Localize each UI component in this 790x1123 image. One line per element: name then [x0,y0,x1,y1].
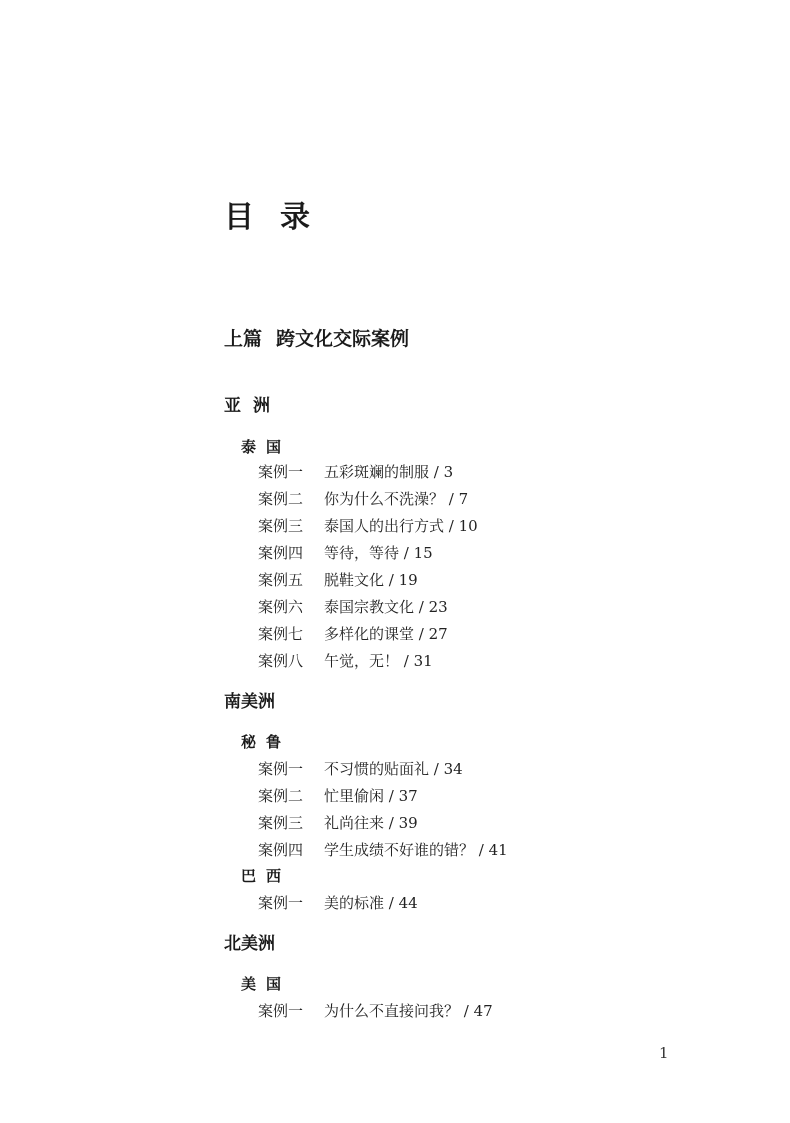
case-label: 案例八 [258,652,304,670]
toc-entry[interactable] [258,514,478,538]
toc-entry[interactable] [258,595,448,619]
case-title: 不习惯的贴面礼 [324,760,430,778]
case-title: 学生成绩不好谁的错？ [324,841,475,859]
case-page: / 7 [448,490,469,508]
case-page: / 41 [478,841,508,859]
case-label: 案例一 [258,463,304,481]
case-page: / 31 [403,652,433,670]
case-label: 案例四 [258,841,304,859]
case-page: / 47 [463,1002,493,1020]
country-heading: 巴西 [241,867,292,885]
case-label: 案例五 [258,571,304,589]
toc-entry[interactable] [258,541,433,565]
part-name: 跨文化交际案例 [276,328,410,350]
toc-entry[interactable] [258,811,418,835]
case-title: 为什么不直接问我？ [324,1002,460,1020]
case-label: 案例三 [258,814,304,832]
part-label: 上篇 [224,328,263,350]
page-number: 1 [659,1044,669,1062]
toc-entry[interactable] [258,487,468,511]
case-label: 案例一 [258,760,304,778]
case-page: / 34 [433,760,463,778]
toc-entry[interactable] [258,784,418,808]
case-label: 案例四 [258,544,304,562]
region-heading: 亚洲 [224,396,282,416]
case-label: 案例二 [258,787,304,805]
toc-entry[interactable] [258,757,463,781]
case-page: / 23 [418,598,448,616]
case-page: / 44 [388,894,418,912]
case-page: / 3 [433,463,454,481]
case-title: 午觉，无！ [324,652,400,670]
case-page: / 15 [403,544,433,562]
case-title: 忙里偷闲 [324,787,385,805]
case-title: 泰国人的出行方式 [324,517,445,535]
case-page: / 39 [388,814,418,832]
case-title: 礼尚往来 [324,814,385,832]
country-heading: 泰国 [241,438,292,456]
toc-entry[interactable] [258,622,448,646]
country-heading: 秘鲁 [241,733,292,751]
page-title: 目录 [224,200,336,235]
toc-entry[interactable] [258,568,418,592]
case-title: 美的标准 [324,894,385,912]
case-title: 五彩斑斓的制服 [324,463,430,481]
part-heading [224,325,409,353]
case-title: 脱鞋文化 [324,571,385,589]
case-page: / 37 [388,787,418,805]
case-page: / 19 [388,571,418,589]
case-title: 你为什么不洗澡？ [324,490,445,508]
toc-entry[interactable] [258,999,493,1023]
region-heading: 南美洲 [224,692,275,712]
case-title: 泰国宗教文化 [324,598,415,616]
case-title: 等待，等待 [324,544,400,562]
case-label: 案例二 [258,490,304,508]
case-page: / 10 [448,517,478,535]
case-label: 案例一 [258,894,304,912]
case-label: 案例七 [258,625,304,643]
toc-entry[interactable] [258,838,508,862]
country-heading: 美国 [241,975,292,993]
case-title: 多样化的课堂 [324,625,415,643]
case-label: 案例六 [258,598,304,616]
case-label: 案例一 [258,1002,304,1020]
toc-entry[interactable] [258,649,433,673]
toc-entry[interactable] [258,891,418,915]
toc-entry[interactable] [258,460,453,484]
region-heading: 北美洲 [224,934,275,954]
case-label: 案例三 [258,517,304,535]
case-page: / 27 [418,625,448,643]
